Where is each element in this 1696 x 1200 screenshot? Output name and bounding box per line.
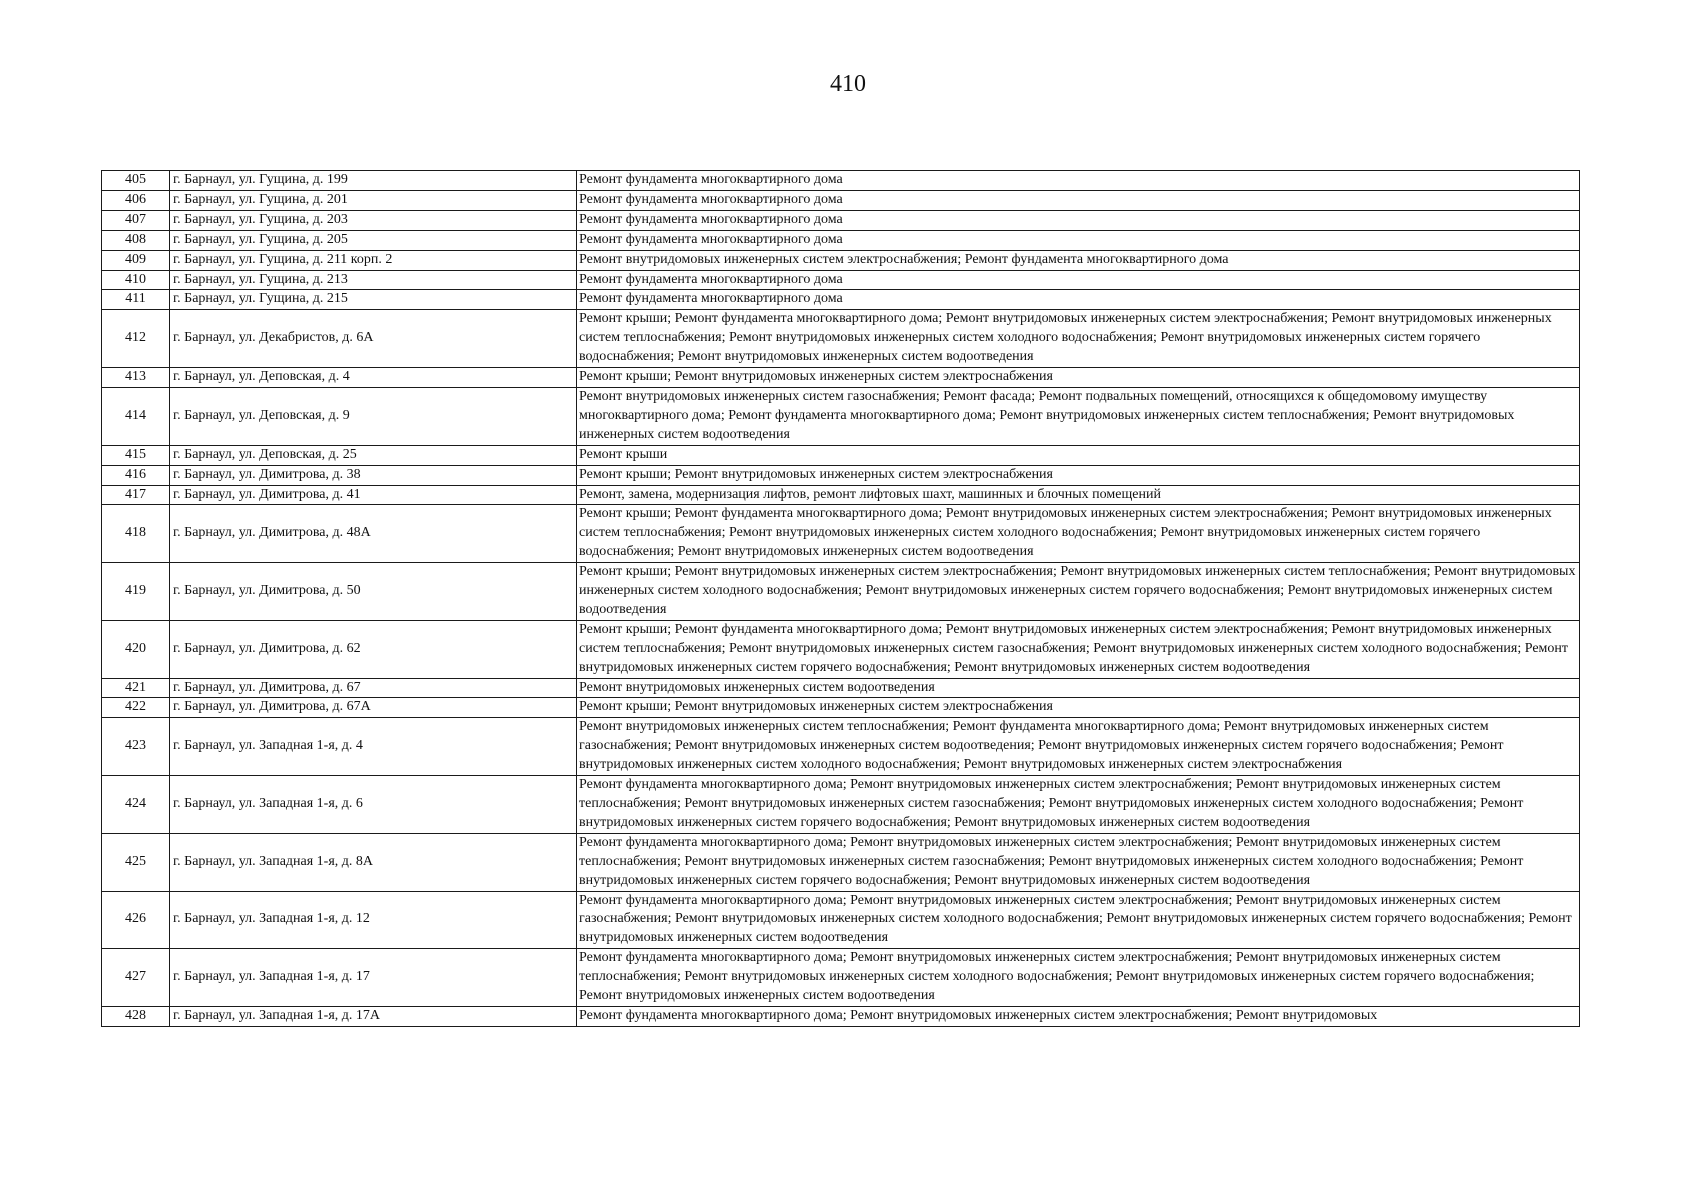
row-number: 418: [102, 505, 170, 563]
row-number: 416: [102, 465, 170, 485]
table-row: [102, 776, 1580, 834]
row-address: г. Барнаул, ул. Димитрова, д. 62: [170, 620, 577, 678]
table-row: [102, 310, 1580, 368]
table-row: [102, 210, 1580, 230]
row-address: г. Барнаул, ул. Западная 1-я, д. 8А: [170, 833, 577, 891]
row-number: 417: [102, 485, 170, 505]
row-address: г. Барнаул, ул. Гущина, д. 205: [170, 230, 577, 250]
row-number: 407: [102, 210, 170, 230]
row-address: г. Барнаул, ул. Димитрова, д. 38: [170, 465, 577, 485]
table-row: [102, 505, 1580, 563]
row-number: 415: [102, 445, 170, 465]
row-work: Ремонт фундамента многоквартирного дома: [577, 190, 1580, 210]
table-row: [102, 368, 1580, 388]
row-work: Ремонт внутридомовых инженерных систем теплоснабжения; Ремонт фундамента многоквартирного дома; Ремонт внутридомовых инженерных систем газоснабжения; Ремонт внутридомовых инженерных систем водоотведения; Ремонт внутридомовых инженерных систем горячего водоснабжения; Ремонт внутридомовых инженерных систем холодного водоснабжения; Ремонт внутридомовых инженерных систем электроснабжения: [577, 718, 1580, 776]
row-address: г. Барнаул, ул. Гущина, д. 215: [170, 290, 577, 310]
table-row: [102, 833, 1580, 891]
table-row: [102, 230, 1580, 250]
row-number: 425: [102, 833, 170, 891]
table-row: [102, 465, 1580, 485]
table-row: [102, 891, 1580, 949]
row-work: Ремонт фундамента многоквартирного дома; Ремонт внутридомовых инженерных систем электроснабжения; Ремонт внутридомовых инженерных систем теплоснабжения; Ремонт внутридомовых инженерных систем газоснабжения; Ремонт внутридомовых инженерных систем холодного водоснабжения; Ремонт внутридомовых инженерных систем горячего водоснабжения; Ремонт внутридомовых инженерных систем водоотведения: [577, 833, 1580, 891]
row-number: 413: [102, 368, 170, 388]
row-work: Ремонт фундамента многоквартирного дома; Ремонт внутридомовых инженерных систем электроснабжения; Ремонт внутридомовых инженерных систем теплоснабжения; Ремонт внутридомовых инженерных систем газоснабжения; Ремонт внутридомовых инженерных систем холодного водоснабжения; Ремонт внутридомовых инженерных систем горячего водоснабжения; Ремонт внутридомовых инженерных систем водоотведения: [577, 776, 1580, 834]
row-address: г. Барнаул, ул. Деповская, д. 25: [170, 445, 577, 465]
row-number: 410: [102, 270, 170, 290]
row-address: г. Барнаул, ул. Димитрова, д. 41: [170, 485, 577, 505]
row-address: г. Барнаул, ул. Западная 1-я, д. 17А: [170, 1006, 577, 1026]
row-number: 414: [102, 387, 170, 445]
row-work: Ремонт фундамента многоквартирного дома; Ремонт внутридомовых инженерных систем электроснабжения; Ремонт внутридомовых инженерных систем теплоснабжения; Ремонт внутридомовых инженерных систем холодного водоснабжения; Ремонт внутридомовых инженерных систем горячего водоснабжения; Ремонт внутридомовых инженерных систем водоотведения: [577, 949, 1580, 1007]
register-table-body: [102, 171, 1580, 1027]
row-work: Ремонт крыши; Ремонт внутридомовых инженерных систем электроснабжения; Ремонт внутридомовых инженерных систем теплоснабжения; Ремонт внутридомовых инженерных систем холодного водоснабжения; Ремонт внутридомовых инженерных систем горячего водоснабжения; Ремонт внутридомовых инженерных систем водоотведения: [577, 563, 1580, 621]
row-work: Ремонт фундамента многоквартирного дома: [577, 270, 1580, 290]
table-row: [102, 620, 1580, 678]
row-number: 423: [102, 718, 170, 776]
table-row: [102, 949, 1580, 1007]
row-address: г. Барнаул, ул. Димитрова, д. 67: [170, 678, 577, 698]
row-address: г. Барнаул, ул. Гущина, д. 211 корп. 2: [170, 250, 577, 270]
row-number: 411: [102, 290, 170, 310]
row-work: Ремонт фундамента многоквартирного дома: [577, 230, 1580, 250]
table-row: [102, 171, 1580, 191]
row-work: Ремонт фундамента многоквартирного дома; Ремонт внутридомовых инженерных систем электроснабжения; Ремонт внутридомовых инженерных систем газоснабжения; Ремонт внутридомовых инженерных систем холодного водоснабжения; Ремонт внутридомовых инженерных систем горячего водоснабжения; Ремонт внутридомовых инженерных систем водоотведения: [577, 891, 1580, 949]
row-work: Ремонт фундамента многоквартирного дома; Ремонт внутридомовых инженерных систем электроснабжения; Ремонт внутридомовых: [577, 1006, 1580, 1026]
row-work: Ремонт фундамента многоквартирного дома: [577, 290, 1580, 310]
row-work: Ремонт крыши; Ремонт внутридомовых инженерных систем электроснабжения: [577, 698, 1580, 718]
row-address: г. Барнаул, ул. Западная 1-я, д. 17: [170, 949, 577, 1007]
row-work: Ремонт крыши; Ремонт фундамента многоквартирного дома; Ремонт внутридомовых инженерных систем электроснабжения; Ремонт внутридомовых инженерных систем теплоснабжения; Ремонт внутридомовых инженерных систем холодного водоснабжения; Ремонт внутридомовых инженерных систем горячего водоснабжения; Ремонт внутридомовых инженерных систем водоотведения: [577, 310, 1580, 368]
row-address: г. Барнаул, ул. Западная 1-я, д. 12: [170, 891, 577, 949]
row-work: Ремонт крыши; Ремонт внутридомовых инженерных систем электроснабжения: [577, 465, 1580, 485]
register-table: [101, 170, 1580, 1027]
row-address: г. Барнаул, ул. Гущина, д. 213: [170, 270, 577, 290]
row-number: 406: [102, 190, 170, 210]
row-number: 427: [102, 949, 170, 1007]
table-row: [102, 190, 1580, 210]
row-work: Ремонт внутридомовых инженерных систем электроснабжения; Ремонт фундамента многоквартирного дома: [577, 250, 1580, 270]
row-work: Ремонт, замена, модернизация лифтов, ремонт лифтовых шахт, машинных и блочных помещений: [577, 485, 1580, 505]
table-row: [102, 1006, 1580, 1026]
row-number: 421: [102, 678, 170, 698]
row-address: г. Барнаул, ул. Гущина, д. 201: [170, 190, 577, 210]
table-row: [102, 387, 1580, 445]
table-row: [102, 250, 1580, 270]
row-work: Ремонт внутридомовых инженерных систем газоснабжения; Ремонт фасада; Ремонт подвальных помещений, относящихся к общедомовому имуществу многоквартирного дома; Ремонт фундамента многоквартирного дома; Ремонт внутридомовых инженерных систем теплоснабжения; Ремонт внутридомовых инженерных систем водоотведения: [577, 387, 1580, 445]
row-work: Ремонт фундамента многоквартирного дома: [577, 171, 1580, 191]
row-number: 408: [102, 230, 170, 250]
row-work: Ремонт крыши; Ремонт фундамента многоквартирного дома; Ремонт внутридомовых инженерных систем электроснабжения; Ремонт внутридомовых инженерных систем теплоснабжения; Ремонт внутридомовых инженерных систем холодного водоснабжения; Ремонт внутридомовых инженерных систем горячего водоснабжения; Ремонт внутридомовых инженерных систем водоотведения: [577, 505, 1580, 563]
row-work: Ремонт фундамента многоквартирного дома: [577, 210, 1580, 230]
table-row: [102, 270, 1580, 290]
row-number: 420: [102, 620, 170, 678]
row-work: Ремонт крыши: [577, 445, 1580, 465]
table-row: [102, 563, 1580, 621]
row-address: г. Барнаул, ул. Деповская, д. 4: [170, 368, 577, 388]
row-number: 422: [102, 698, 170, 718]
page-number: 410: [830, 71, 866, 97]
row-address: г. Барнаул, ул. Западная 1-я, д. 4: [170, 718, 577, 776]
row-address: г. Барнаул, ул. Димитрова, д. 50: [170, 563, 577, 621]
row-work: Ремонт крыши; Ремонт внутридомовых инженерных систем электроснабжения: [577, 368, 1580, 388]
row-number: 419: [102, 563, 170, 621]
row-address: г. Барнаул, ул. Димитрова, д. 67А: [170, 698, 577, 718]
row-address: г. Барнаул, ул. Деповская, д. 9: [170, 387, 577, 445]
table-row: [102, 698, 1580, 718]
row-address: г. Барнаул, ул. Гущина, д. 203: [170, 210, 577, 230]
table-row: [102, 718, 1580, 776]
row-address: г. Барнаул, ул. Западная 1-я, д. 6: [170, 776, 577, 834]
row-address: г. Барнаул, ул. Гущина, д. 199: [170, 171, 577, 191]
row-number: 412: [102, 310, 170, 368]
row-number: 424: [102, 776, 170, 834]
table-row: [102, 485, 1580, 505]
table-row: [102, 290, 1580, 310]
row-work: Ремонт внутридомовых инженерных систем водоотведения: [577, 678, 1580, 698]
table-row: [102, 678, 1580, 698]
row-number: 405: [102, 171, 170, 191]
row-number: 428: [102, 1006, 170, 1026]
row-address: г. Барнаул, ул. Димитрова, д. 48А: [170, 505, 577, 563]
row-number: 426: [102, 891, 170, 949]
row-work: Ремонт крыши; Ремонт фундамента многоквартирного дома; Ремонт внутридомовых инженерных систем электроснабжения; Ремонт внутридомовых инженерных систем теплоснабжения; Ремонт внутридомовых инженерных систем газоснабжения; Ремонт внутридомовых инженерных систем холодного водоснабжения; Ремонт внутридомовых инженерных систем горячего водоснабжения; Ремонт внутридомовых инженерных систем водоотведения: [577, 620, 1580, 678]
table-row: [102, 445, 1580, 465]
row-number: 409: [102, 250, 170, 270]
row-address: г. Барнаул, ул. Декабристов, д. 6А: [170, 310, 577, 368]
